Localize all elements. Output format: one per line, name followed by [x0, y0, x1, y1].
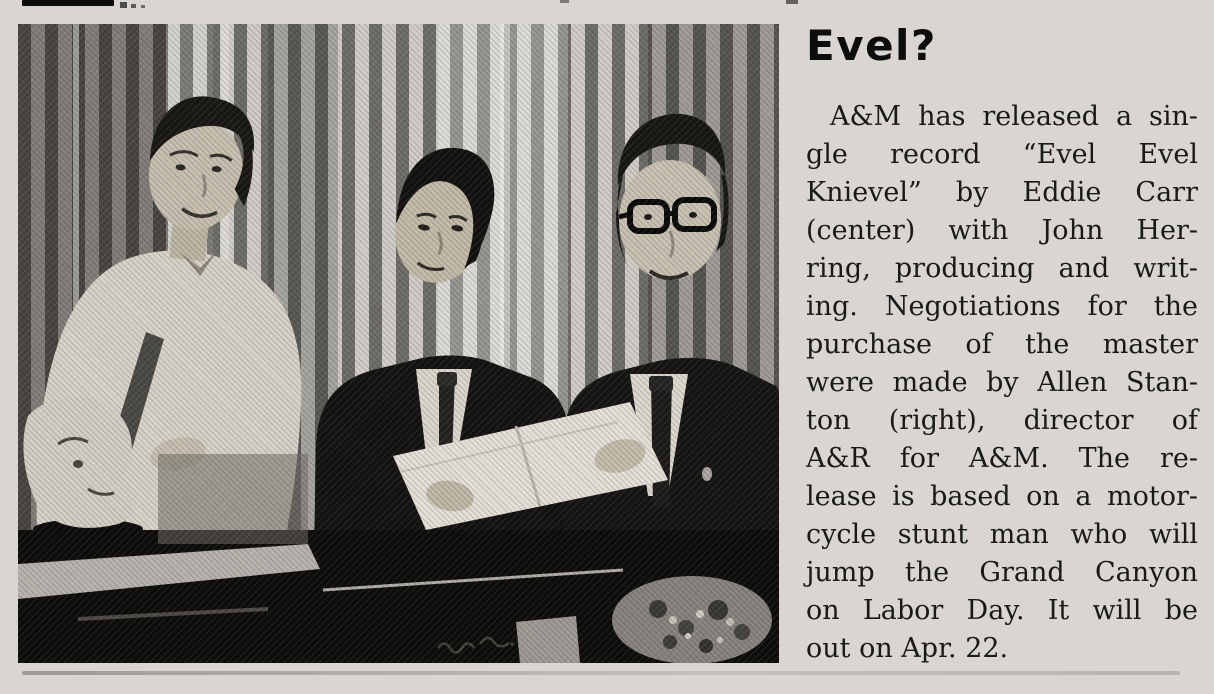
scan-artifact-speck	[786, 0, 798, 4]
article-text-column	[806, 21, 1198, 668]
body-line: cycle stunt man who will	[806, 519, 1198, 550]
body-line: ring, producing and writ-	[806, 253, 1198, 284]
body-line: Knievel” by Eddie Carr	[806, 177, 1198, 208]
scan-artifact-speck	[131, 4, 136, 8]
scan-artifact-speck	[141, 5, 145, 8]
body-line: ton (right), director of	[806, 405, 1198, 436]
body-line: out on Apr. 22.	[806, 633, 1009, 664]
scan-artifact-speck	[120, 2, 127, 8]
body-line: ing. Negotiations for the	[806, 291, 1198, 322]
body-line: were made by Allen Stan-	[806, 367, 1198, 398]
scan-fold-shadow	[22, 671, 1180, 675]
article-body	[806, 98, 1198, 668]
body-line: purchase of the master	[806, 329, 1198, 360]
body-line: gle record “Evel Evel	[806, 139, 1198, 170]
body-line: A&M has released a sin-	[830, 101, 1198, 132]
scan-artifact-speck	[560, 0, 569, 3]
article-photo	[18, 24, 779, 663]
body-line: lease is based on a motor-	[806, 481, 1198, 512]
body-line: (center) with John Her-	[806, 215, 1198, 246]
headline: Evel?	[806, 21, 937, 70]
body-line: on Labor Day. It will be	[806, 595, 1198, 626]
scan-artifact-line	[22, 0, 114, 6]
table-foliage	[612, 576, 772, 663]
body-line: jump the Grand Canyon	[806, 557, 1198, 588]
photo-illustration	[18, 24, 779, 663]
body-line: A&R for A&M. The re-	[806, 443, 1198, 474]
